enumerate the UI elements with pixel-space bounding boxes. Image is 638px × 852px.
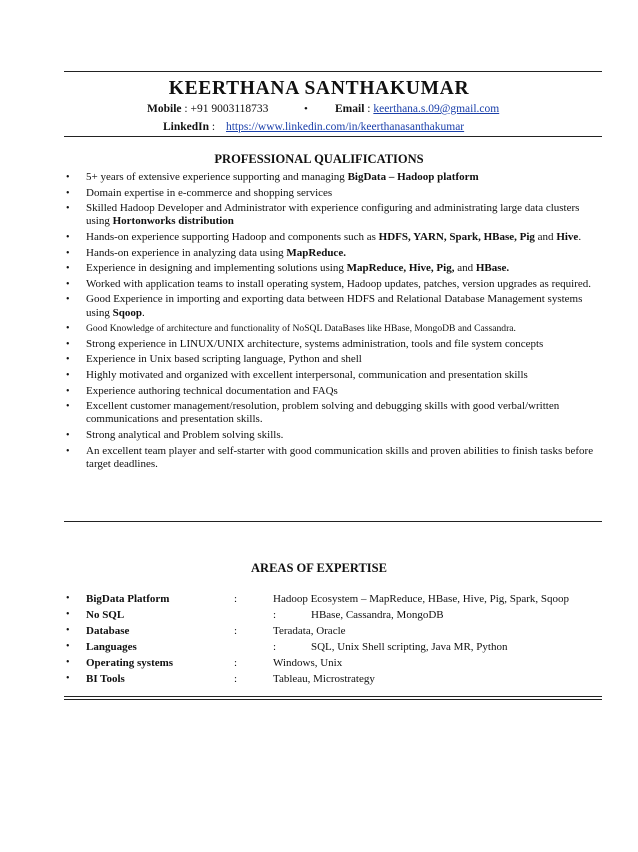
expertise-value: SQL, Unix Shell scripting, Java MR, Python xyxy=(311,641,508,653)
expertise-item xyxy=(66,655,602,671)
footer-divider-bottom xyxy=(64,699,602,700)
expertise-category: BI Tools xyxy=(86,673,125,685)
expertise-colon: : xyxy=(234,657,238,669)
qualification-item xyxy=(66,187,602,200)
mobile-number: +91 9003118733 xyxy=(190,103,269,115)
bullet-icon: • xyxy=(66,625,70,636)
qualification-item xyxy=(66,445,602,471)
bullet-icon: • xyxy=(66,429,70,441)
expertise-item xyxy=(66,623,602,639)
qualification-highlight: Hortonworks distribution xyxy=(112,215,234,228)
qualification-item xyxy=(66,322,602,335)
qualification-item xyxy=(66,369,602,382)
qualifications-heading: PROFESSIONAL QUALIFICATIONS xyxy=(214,152,424,166)
email-separator: : xyxy=(367,103,371,115)
expertise-value: HBase, Cassandra, MongoDB xyxy=(311,609,444,621)
qualifications-divider xyxy=(64,521,602,522)
qualification-text: 5+ years of extensive experience supporting and managing xyxy=(86,171,348,183)
qualification-text: Good Experience in importing and exporting data between HDFS and Relational Database Management systems using xyxy=(86,293,583,319)
mobile-line xyxy=(147,102,268,117)
qualification-item xyxy=(66,262,602,275)
expertise-colon: : xyxy=(234,625,238,637)
expertise-value: Hadoop Ecosystem – MapReduce, HBase, Hive, Pig, Spark, Sqoop xyxy=(273,593,570,605)
email-label: Email xyxy=(335,103,365,115)
qualification-item xyxy=(66,171,602,184)
expertise-item xyxy=(66,607,602,623)
expertise-category: Languages xyxy=(86,641,137,653)
qualification-text: and xyxy=(534,230,557,243)
qualification-text: Strong experience in LINUX/UNIX architecture, systems administration, tools and file system concepts xyxy=(86,337,544,350)
qualifications-list xyxy=(66,171,602,473)
qualification-text: Strong analytical and Problem solving skills. xyxy=(86,428,284,441)
qualification-text: Hands-on experience supporting Hadoop and components such as xyxy=(86,230,379,243)
bullet-icon: • xyxy=(66,401,70,413)
bullet-icon: • xyxy=(66,247,70,259)
qualification-text: Hands-on experience in analyzing data using xyxy=(86,246,287,259)
qualification-highlight: Hive xyxy=(556,230,579,243)
bullet-icon: • xyxy=(66,369,70,381)
qualification-text: An excellent team player and self-starter with good communication skills and proven abilities to finish tasks before target deadlines. xyxy=(86,444,594,470)
bullet-icon: • xyxy=(66,673,70,684)
qualification-item xyxy=(66,278,602,291)
expertise-item xyxy=(66,591,602,607)
qualification-text: Experience authoring technical documentation and FAQs xyxy=(86,384,338,397)
expertise-value: Windows, Unix xyxy=(273,657,343,669)
qualification-item xyxy=(66,400,602,426)
bullet-icon: • xyxy=(66,445,70,457)
expertise-item xyxy=(66,671,602,687)
qualification-item xyxy=(66,353,602,366)
expertise-list xyxy=(66,591,602,687)
qualification-text: Good Knowledge of architecture and functionality of NoSQL DataBases like HBase, MongoDB and Cassandra. xyxy=(86,323,516,335)
qualification-text: Highly motivated and organized with excellent interpersonal, communication and presentation skills xyxy=(86,368,528,381)
qualification-text: . xyxy=(578,230,582,243)
qualification-text: Experience in designing and implementing solutions using xyxy=(86,262,347,275)
qualification-text: Experience in Unix based scripting language, Python and shell xyxy=(86,353,362,366)
expertise-category: Database xyxy=(86,625,130,637)
bullet-icon: • xyxy=(66,172,70,183)
expertise-colon: : xyxy=(273,641,277,653)
expertise-colon: : xyxy=(273,609,277,621)
expertise-value: Teradata, Oracle xyxy=(273,625,346,637)
qualification-item xyxy=(66,338,602,351)
bullet-icon: • xyxy=(66,231,70,243)
bullet-icon: • xyxy=(66,609,70,620)
bullet-icon: • xyxy=(66,657,70,668)
bullet-icon: • xyxy=(66,338,70,350)
bullet-icon: • xyxy=(66,263,70,275)
contact-separator-dot: • xyxy=(304,103,308,115)
bullet-icon: • xyxy=(66,278,70,290)
qualification-text: Excellent customer management/resolution, problem solving and debugging skills with good verbal/written communications and presentation skills. xyxy=(86,400,560,426)
expertise-category: BigData Platform xyxy=(86,593,170,605)
qualification-text: Domain expertise in e-commerce and shopping services xyxy=(86,186,333,199)
qualification-text: Worked with application teams to install operating system, Hadoop updates, patches, version upgrades as required. xyxy=(86,277,591,290)
header-divider xyxy=(64,136,602,137)
expertise-category: No SQL xyxy=(86,609,125,621)
expertise-category: Operating systems xyxy=(86,657,174,669)
qualification-highlight: MapReduce. xyxy=(286,246,346,259)
linkedin-label: LinkedIn xyxy=(163,121,210,133)
expertise-colon: : xyxy=(234,593,238,605)
email-line xyxy=(335,102,499,117)
expertise-colon: : xyxy=(234,673,238,685)
bullet-icon: • xyxy=(66,641,70,652)
qualification-item xyxy=(66,231,602,244)
expertise-value: Tableau, Microstrategy xyxy=(273,673,375,685)
linkedin-line xyxy=(163,120,464,135)
email-link[interactable]: keerthana.s.09@gmail.com xyxy=(373,103,500,115)
bullet-icon: • xyxy=(66,593,70,604)
qualification-item xyxy=(66,385,602,398)
top-divider xyxy=(64,71,602,72)
bullet-icon: • xyxy=(66,385,70,397)
qualification-highlight: BigData – Hadoop platform xyxy=(347,171,479,183)
qualification-text: and xyxy=(454,262,476,275)
bullet-icon: • xyxy=(66,354,70,366)
qualification-highlight: HDFS, YARN, Spark, HBase, Pig xyxy=(378,230,535,243)
candidate-name: KEERTHANA SANTHAKUMAR xyxy=(168,78,470,99)
qualification-highlight: MapReduce, Hive, Pig, xyxy=(346,262,455,275)
qualification-item xyxy=(66,429,602,442)
bullet-icon: • xyxy=(66,294,70,306)
qualification-item xyxy=(66,293,602,319)
bullet-icon: • xyxy=(66,203,70,215)
footer-divider-top xyxy=(64,696,602,697)
qualification-highlight: HBase. xyxy=(475,262,510,275)
expertise-heading: AREAS OF EXPERTISE xyxy=(251,561,387,575)
qualification-highlight: Sqoop xyxy=(112,306,142,319)
bullet-icon: • xyxy=(66,323,70,335)
bullet-icon: • xyxy=(66,187,70,199)
mobile-separator: : xyxy=(184,103,188,115)
qualification-text: . xyxy=(141,306,145,319)
mobile-label: Mobile xyxy=(147,103,182,115)
linkedin-link[interactable]: https://www.linkedin.com/in/keerthanasanthakumar xyxy=(225,121,465,133)
qualification-item xyxy=(66,202,602,228)
expertise-item xyxy=(66,639,602,655)
linkedin-separator: : xyxy=(211,121,216,133)
qualification-item xyxy=(66,247,602,260)
qualification-text: Skilled Hadoop Developer and Administrator with experience configuring and administrating large data clusters using xyxy=(86,202,580,228)
